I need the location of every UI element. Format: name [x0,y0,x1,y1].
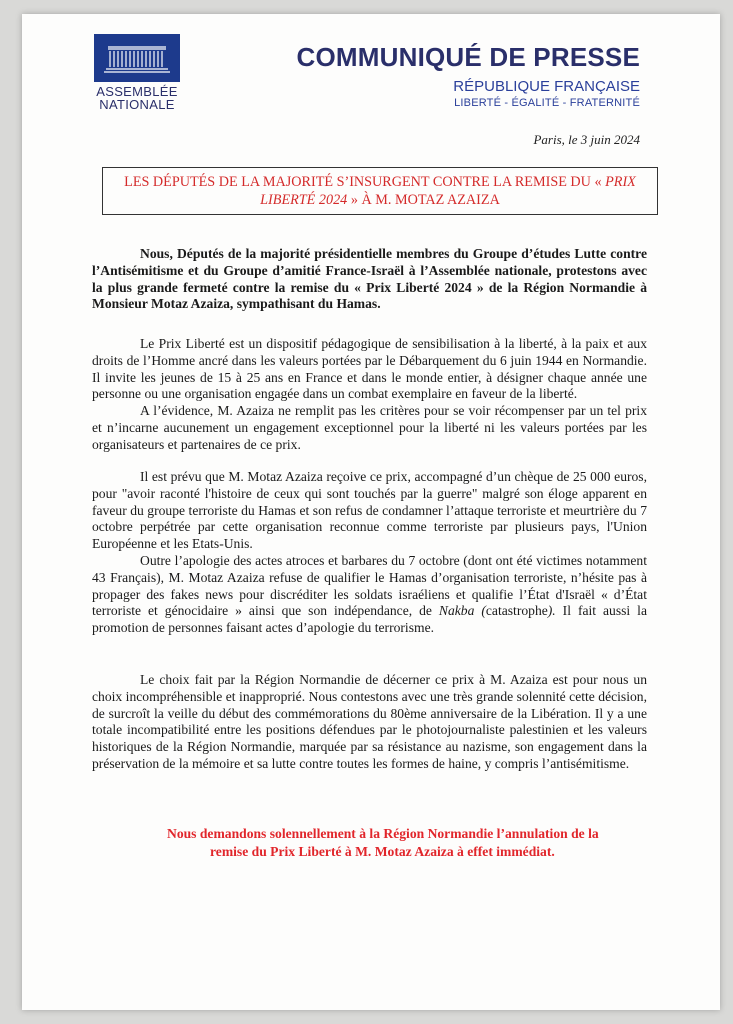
republic-label: RÉPUBLIQUE FRANÇAISE [453,78,640,95]
logo-line-1: ASSEMBLÉE [96,84,178,99]
section-2-p2-end: Il fait aussi la promotion de personnes faisant actes d’apologie du terrorisme. [92,603,647,636]
motto: LIBERTÉ - ÉGALITÉ - FRATERNITÉ [454,97,640,109]
assemblee-nationale-logo [92,34,182,111]
lead-text: Nous, Députés de la majorité présidentielle membres du Groupe d’études Lutte contre l’Antisémitisme et du Groupe d’amitié France-Israël à l’Assemblée nationale, protestons avec la plus grande fermeté contre la remise du « Prix Liberté 2024 » de la Région Normandie à Monsieur Motaz Azaiza, sympathisant du Hamas. [92,246,647,312]
demand-line-1: Nous demandons solennellement à la Région Normandie l’annulation de la [167,826,599,841]
press-release-title: COMMUNIQUÉ DE PRESSE [296,42,640,72]
section-2-p2-text: Outre l’apologie des actes atroces et barbares du 7 octobre (dont ont été victimes notamment 43 Français), M. Motaz Azaiza refuse de qualifier le Hamas d’organisation terroriste, n’hésite pas à propager des fakes news pour discréditer les soldats israéliens et qualifie l’État d'Israël « d’État terroriste et génocidaire » ainsi que son indépendance, de [92,552,647,619]
section-2-p2-catastrophe: catastrophe [485,603,548,619]
section-2 [92,469,647,637]
lead-paragraph [92,246,647,313]
section-1-paragraph-2: A l’évidence, M. Azaiza ne remplit pas les critères pour se voir récompenser par un tel prix et n’incarne aucunement un engagement exceptionnel pour la liberté ni les valeurs portées par les organisateurs et partenaires de ce prix. [92,403,647,452]
headline-prize: PRIX LIBERTÉ 2024 [260,174,636,208]
headline-box [102,167,658,215]
press-release-page [22,14,720,1010]
hemicycle-icon [94,34,180,82]
logo-text [92,85,182,111]
headline-part-2: » À M. MOTAZ AZAIZA [347,192,500,208]
headline-part-1: LES DÉPUTÉS DE LA MAJORITÉ S’INSURGENT CONTRE LA REMISE DU « [124,174,606,190]
date-line: Paris, le 3 juin 2024 [533,132,640,147]
demand-line-2: remise du Prix Liberté à M. Motaz Azaiza à effet immédiat. [210,844,555,859]
section-2-paragraph-2 [92,553,647,637]
section-1-paragraph-1: Le Prix Liberté est un dispositif pédagogique de sensibilisation à la liberté, à la paix et aux droits de l’Homme ancré dans les valeurs portées par le Débarquement du 6 juin 1944 en Normandie. Il invite les jeunes de 15 à 25 ans en France et dans le monde entier, à désigner chaque année une personne ou une organisation engagée dans un combat exemplaire en faveur de la liberté. [92,336,647,402]
section-2-paragraph-1: Il est prévu que M. Motaz Azaiza reçoive ce prix, accompagné d’un chèque de 25 000 euros, pour "avoir raconté l'histoire de ceux qui sont touchés par la guerre" malgré son éloge apparent en faveur du groupe terroriste du Hamas et son refus de condamner l’attaque terroriste et meurtrière du 7 octobre perpétrée par cette organisation reconnue comme terroriste par plusieurs pays, l'Union Européenne et les Etats-Unis. [92,469,647,552]
section-3 [92,672,647,773]
section-2-p2-close: ). [547,603,556,619]
demand-statement [167,825,647,861]
logo-line-2: NATIONALE [99,97,175,112]
section-3-paragraph: Le choix fait par la Région Normandie de décerner ce prix à M. Azaiza est pour nous un choix incompréhensible et inapproprié. Nous contestons avec une très grande solennité cette décision, de surcroît la veille du début des commémorations du 80ème anniversaire de la Libération. Il y a une totale incompatibilité entre les positions défendues par le photojournaliste palestinien et les valeurs historiques de la Région Normandie, marquée par sa résistance au nazisme, son engagement dans la préservation de la mémoire et sa lutte contre toutes les formes de haine, y compris l’antisémitisme. [92,672,647,771]
section-1 [92,336,647,454]
section-2-p2-nakba: Nakba ( [438,603,486,619]
